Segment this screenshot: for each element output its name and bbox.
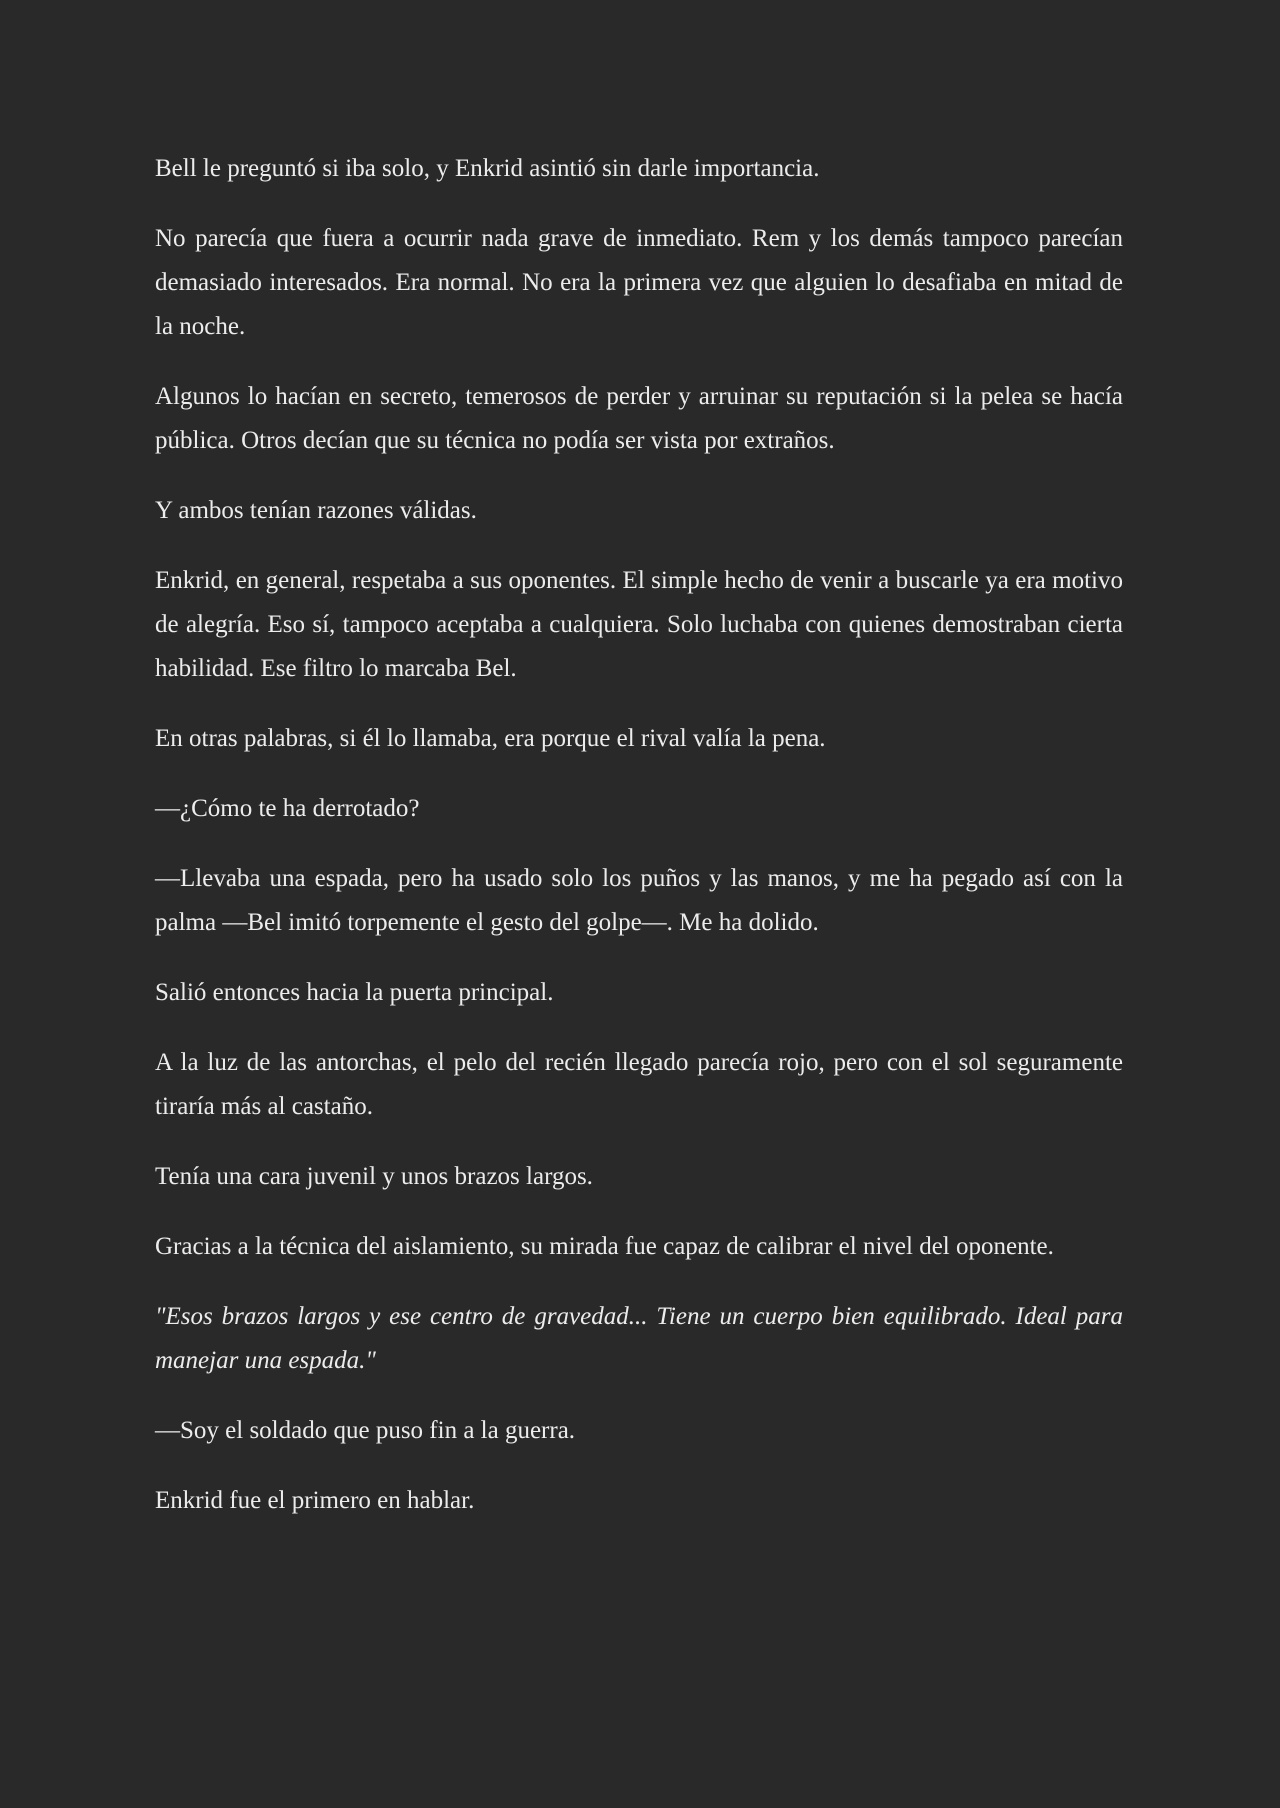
- paragraph-12: Gracias a la técnica del aislamiento, su mirada fue capaz de calibrar el nivel del oponente.: [155, 1233, 1054, 1260]
- paragraph-3: Algunos lo hacían en secreto, temerosos de perder y arruinar su reputación si la pelea se hacía pública. Otros decían que su técnica no podía ser vista por extraños.: [155, 383, 1123, 454]
- paragraph-4: Y ambos tenían razones válidas.: [155, 497, 477, 524]
- paragraph-2: No parecía que fuera a ocurrir nada grave de inmediato. Rem y los demás tampoco parecían demasiado interesados. Era normal. No era la primera vez que alguien lo desafiaba en mitad de la noche.: [155, 225, 1123, 340]
- paragraph-8: —Llevaba una espada, pero ha usado solo los puños y las manos, y me ha pegado así con la palma —Bel imitó torpemente el gesto del golpe—. Me ha dolido.: [155, 865, 1123, 936]
- paragraph-14: —Soy el soldado que puso fin a la guerra.: [155, 1417, 576, 1444]
- paragraph-9: Salió entonces hacia la puerta principal.: [155, 979, 554, 1006]
- paragraph-1: Bell le preguntó si iba solo, y Enkrid asintió sin darle importancia.: [155, 155, 820, 182]
- paragraph-10: A la luz de las antorchas, el pelo del recién llegado parecía rojo, pero con el sol seguramente tiraría más al castaño.: [155, 1049, 1123, 1120]
- paragraph-15: Enkrid fue el primero en hablar.: [155, 1487, 475, 1514]
- paragraph-13-thought: "Esos brazos largos y ese centro de gravedad... Tiene un cuerpo bien equilibrado. Ideal para manejar una espada.": [155, 1303, 1123, 1374]
- paragraph-6: En otras palabras, si él lo llamaba, era porque el rival valía la pena.: [155, 725, 826, 752]
- paragraph-5: Enkrid, en general, respetaba a sus oponentes. El simple hecho de venir a buscarle ya era motivo de alegría. Eso sí, tampoco aceptaba a cualquiera. Solo luchaba con quienes demostraban cierta habilidad. Ese filtro lo marcaba Bel.: [155, 567, 1123, 682]
- reading-page: [155, 147, 1123, 1549]
- paragraph-11: Tenía una cara juvenil y unos brazos largos.: [155, 1163, 593, 1190]
- paragraph-7: —¿Cómo te ha derrotado?: [155, 795, 420, 822]
